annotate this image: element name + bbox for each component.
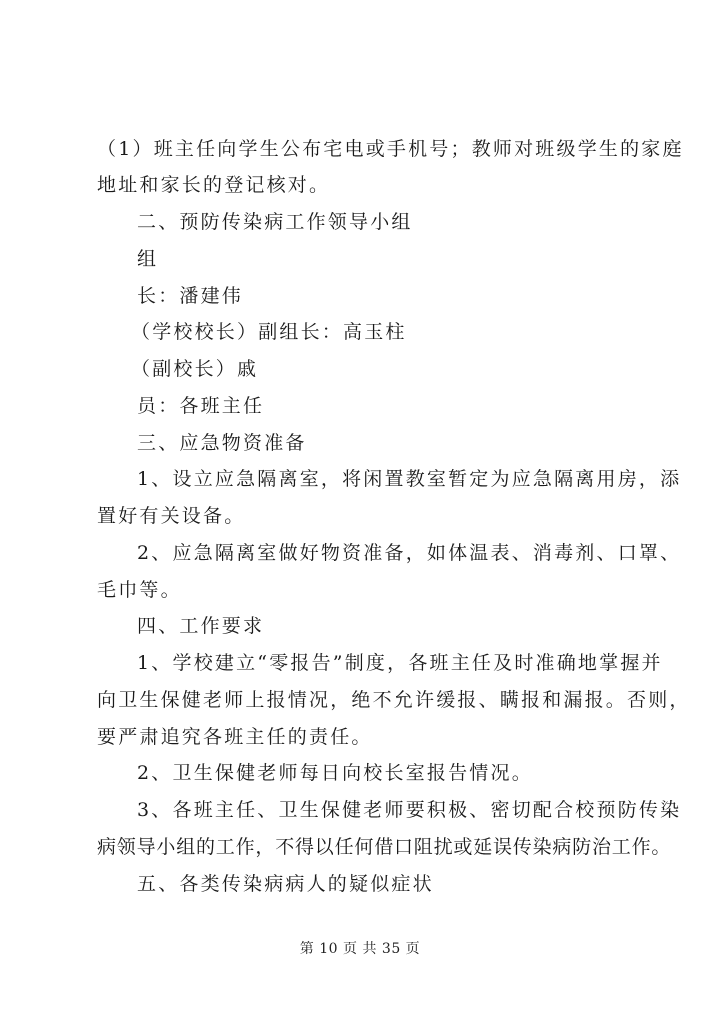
section-heading: 三、应急物资准备 xyxy=(137,432,307,454)
page-footer: 第 10 页 共 35 页 xyxy=(299,941,421,957)
paragraph-line: 地址和家长的登记核对。 xyxy=(97,174,331,196)
paragraph-line: 组 xyxy=(137,248,159,270)
paragraph-line: 毛巾等。 xyxy=(97,579,182,601)
paragraph-line: 向卫生保健老师上报情况，绝不允许缓报、瞒报和漏报。否则， xyxy=(97,689,691,711)
paragraph-line: 要严肃追究各班主任的责任。 xyxy=(97,726,373,748)
paragraph-line: 2、应急隔离室做好物资准备，如体温表、消毒剂、口罩、 xyxy=(137,542,682,564)
section-heading: 五、各类传染病病人的疑似症状 xyxy=(137,873,434,895)
paragraph-line: 3、各班主任、卫生保健老师要积极、密切配合校预防传染 xyxy=(137,799,682,821)
paragraph-line: 长：潘建伟 xyxy=(137,285,244,307)
paragraph-line: 置好有关设备。 xyxy=(97,505,246,527)
section-heading: 二、预防传染病工作领导小组 xyxy=(137,211,413,233)
paragraph-line: 1、学校建立“零报告”制度，各班主任及时准确地掌握并 xyxy=(137,652,663,674)
paragraph-line: 2、卫生保健老师每日向校长室报告情况。 xyxy=(137,762,533,784)
paragraph-line: （1）班主任向学生公布宅电或手机号；教师对班级学生的家庭 xyxy=(97,138,684,160)
paragraph-line: （副校长）戚 xyxy=(131,358,259,380)
paragraph-line: 病领导小组的工作，不得以任何借口阻扰或延误传染病防治工作。 xyxy=(97,836,672,858)
paragraph-line: 员：各班主任 xyxy=(137,395,265,417)
section-heading: 四、工作要求 xyxy=(137,615,265,637)
paragraph-line: 1、设立应急隔离室，将闲置教室暂定为应急隔离用房，添 xyxy=(137,468,682,490)
paragraph-line: （学校校长）副组长：高玉柱 xyxy=(131,321,407,343)
